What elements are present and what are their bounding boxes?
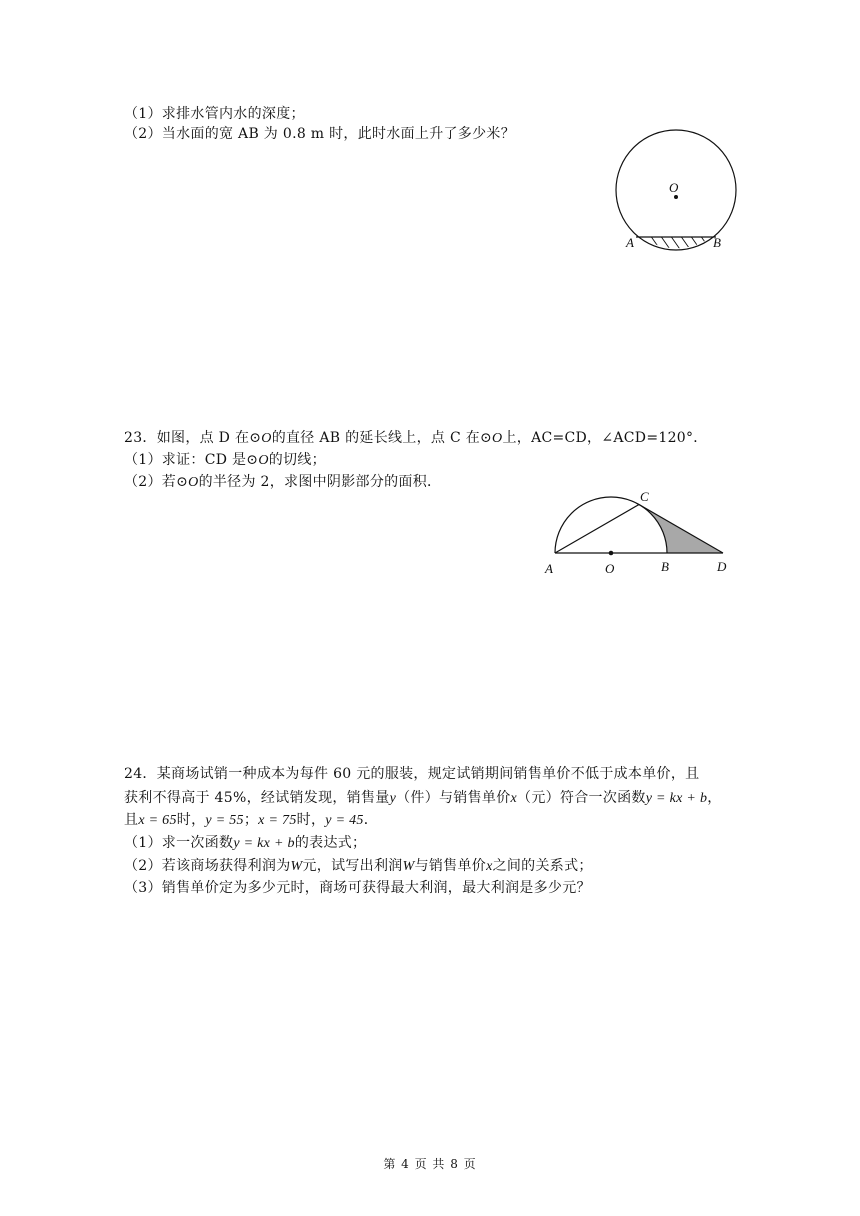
page-footer: 第 4 页 共 8 页 [383,1157,477,1171]
label-d: D [717,559,727,574]
p23-semicircle-figure [540,485,740,580]
p23-question-1: （1）求证：CD 是⊙O的切线； [124,452,326,468]
p24-line-3: 且x = 65时，y = 55；x = 75时，y = 45． [124,812,379,828]
p24-question-2: （2）若该商场获得利润为W元，试写出利润W与销售单价x之间的关系式； [124,858,593,874]
label-a: A [545,561,553,576]
p24-line-1: 24．某商场试销一种成本为每件 60 元的服装，规定试销期间销售单价不低于成本单价，且 [124,766,700,782]
p22-question-1: （1）求排水管内水的深度； [124,106,305,122]
label-c: C [640,489,649,504]
chord-ac [555,505,639,554]
label-o: O [605,561,615,576]
p23-stem: 23．如图，点 D 在⊙O的直径 AB 的延长线上，点 C 在⊙O上，AC=CD，∠ACD=120°． [124,430,708,446]
center-point-o [609,551,614,556]
label-o: O [669,180,679,195]
p24-question-1: （1）求一次函数y = kx + b的表达式； [124,835,367,851]
label-a: A [626,235,634,250]
p23-question-2: （2）若⊙O的半径为 2，求图中阴影部分的面积． [124,474,442,490]
label-b: B [661,559,669,574]
p24-line-2: 获利不得高于 45%，经试销发现，销售量y（件）与销售单价x（元）符合一次函数y = kx + b， [124,790,722,806]
p22-circle-figure [610,140,760,260]
p22-question-2: （2）当水面的宽 AB 为 0.8 m 时，此时水面上升了多少米？ [124,126,515,142]
p24-question-3: （3）销售单价定为多少元时，商场可获得最大利润，最大利润是多少元？ [124,880,591,896]
center-point-o [674,195,678,199]
semicircle-arc [555,497,667,553]
label-b: B [713,235,721,250]
